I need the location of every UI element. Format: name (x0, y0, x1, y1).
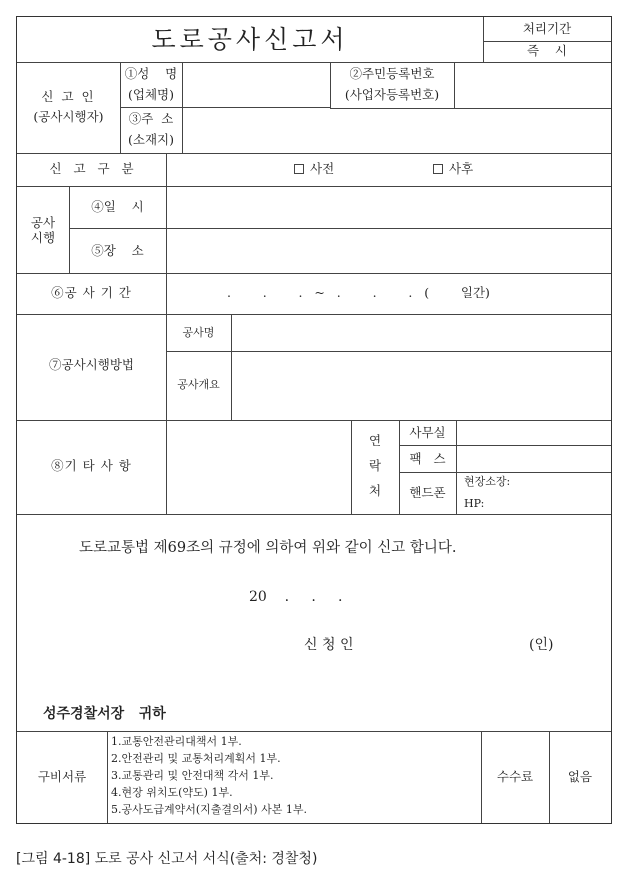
applicant-label: 신 청 인 (304, 637, 354, 653)
declaration-date: 20 . . . (249, 589, 343, 605)
office-label: 사무실 (409, 425, 446, 440)
rule (456, 420, 457, 514)
method-label: ⑦공사시행방법 (49, 357, 134, 372)
rule (69, 228, 611, 229)
rule (17, 153, 611, 154)
fax-label: 팩 스 (409, 451, 446, 466)
report-type-option-before[interactable]: 사전 (294, 163, 334, 176)
recipient: 성주경찰서장 귀하 (43, 706, 166, 722)
name-sub: (업체명) (128, 87, 174, 102)
rule (231, 314, 232, 420)
contact-label-1: 연 (368, 433, 382, 448)
other-label: ⑧기 타 사 항 (51, 458, 132, 473)
rule (399, 445, 611, 446)
processing-period-label: 처리기간 (522, 21, 572, 36)
contact-label-3: 처 (368, 483, 382, 498)
construction-name-label: 공사명 (182, 326, 215, 339)
processing-period-value: 즉 시 (526, 43, 568, 58)
rule (182, 62, 183, 153)
rule (483, 41, 611, 42)
hp-label: HP: (464, 497, 485, 510)
fee-value: 없음 (567, 769, 593, 784)
construction-label: 공사 시행 (30, 215, 56, 245)
reporter-sub: (공사시행자) (33, 109, 104, 124)
form-title: 도로공사신고서 (151, 25, 349, 54)
rule (69, 186, 70, 273)
documents-label: 구비서류 (37, 769, 87, 784)
phone-label: 핸드폰 (409, 485, 446, 500)
idnum-label: ②주민등록번호 (349, 66, 435, 81)
date-label: ④일 시 (91, 199, 144, 214)
report-type-option-after[interactable]: 사후 (433, 163, 473, 176)
seal-mark: (인) (529, 637, 554, 653)
rule (17, 420, 611, 421)
rule (17, 273, 611, 274)
rule (17, 186, 611, 187)
rule (17, 314, 611, 315)
rule (17, 62, 611, 63)
list-item: 1.교통안전관리대책서 1부. (111, 735, 242, 748)
checkbox-icon[interactable] (433, 164, 443, 174)
address-label: ③주 소 (128, 111, 174, 126)
rule (17, 514, 611, 515)
address-sub: (소재지) (128, 132, 174, 147)
period-label: ⑥공 사 기 간 (51, 285, 132, 300)
place-label: ⑤장 소 (91, 243, 144, 258)
report-type-label: 신 고 구 분 (49, 161, 134, 176)
documents-list (111, 733, 307, 818)
checkbox-icon[interactable] (294, 164, 304, 174)
rule (166, 351, 611, 352)
idnum-sub: (사업자등록번호) (344, 87, 440, 102)
rule (330, 108, 611, 109)
declaration-statement: 도로교통법 제69조의 규정에 의하여 위와 같이 신고 합니다. (79, 540, 457, 556)
site-manager-label: 현장소장: (464, 475, 511, 488)
figure-caption: [그림 4-18] 도로 공사 신고서 서식(출처: 경찰청) (16, 851, 318, 867)
road-construction-report-form (16, 16, 612, 824)
list-item: 3.교통관리 및 안전대책 각서 1부. (111, 769, 274, 782)
list-item: 2.안전관리 및 교통처리계획서 1부. (111, 752, 281, 765)
rule (107, 731, 108, 823)
reporter-label: 신 고 인 (41, 89, 96, 104)
contact-label-2: 락 (368, 458, 382, 473)
list-item: 4.현장 위치도(약도) 1부. (111, 786, 233, 799)
name-label: ①성 명 (124, 66, 178, 81)
rule (120, 107, 330, 108)
fee-label: 수수료 (496, 769, 534, 784)
construction-overview-label: 공사개요 (177, 378, 220, 391)
rule (399, 472, 611, 473)
rule (454, 62, 455, 108)
list-item: 5.공사도급계약서(지출결의서) 사본 1부. (111, 803, 307, 816)
period-template: . . . ~ . . . ( 일간) (227, 285, 490, 300)
